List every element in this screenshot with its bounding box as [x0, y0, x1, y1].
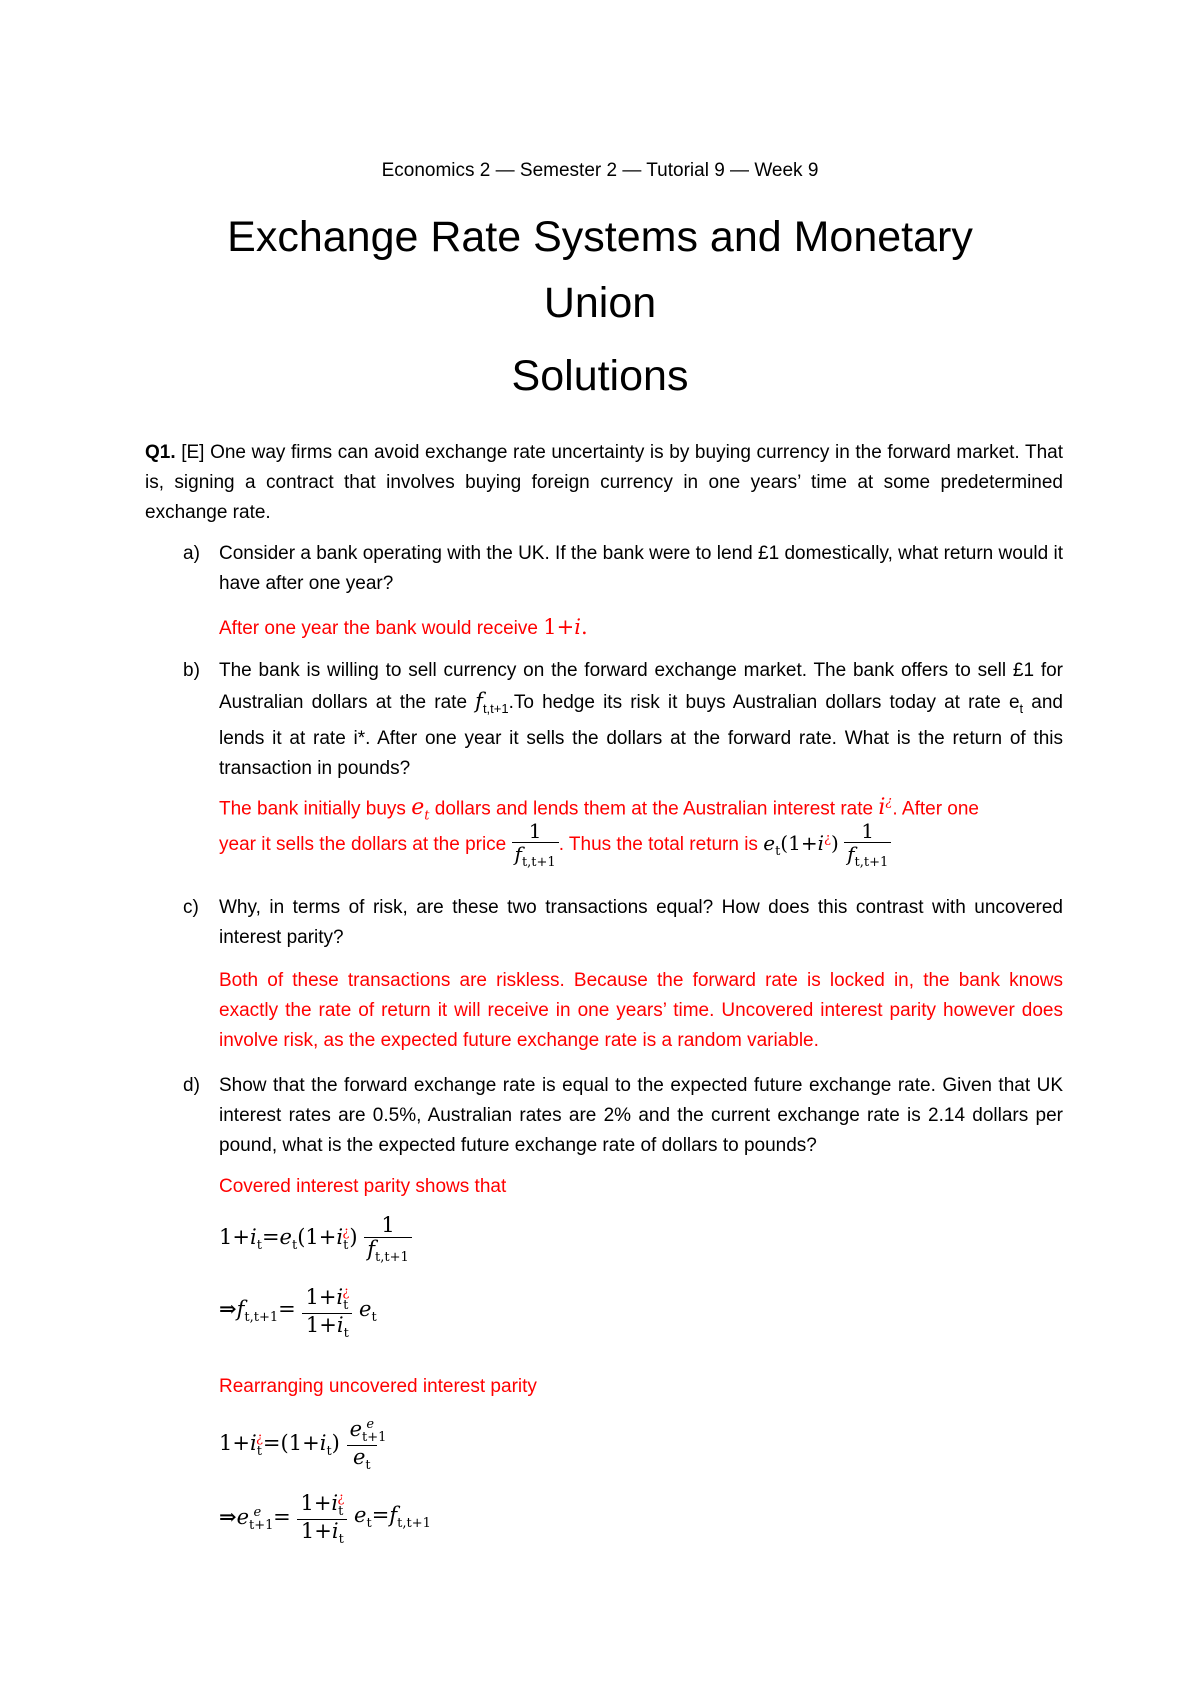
item-a-answer-text: After one year the bank would receive [219, 618, 538, 639]
document-subtitle: Solutions [511, 352, 689, 400]
title-line-2: Union [543, 279, 657, 327]
item-a-question: Consider a bank operating with the UK. If the bank were to lend £1 domestically, what return would it have after one year? [219, 543, 1063, 594]
question-1-intro [145, 438, 1063, 528]
var-e-t: $e_t$ [411, 795, 430, 824]
equation-cip: $1+i_t=e_t(1+i_t^¿)$ $\frac{1}{f_{t,t+1}}$ [219, 1214, 412, 1266]
item-d-question: Show that the forward exchange rate is equal to the expected future exchange rate. Given that UK interest rates are 0.5%, Australian rates are 2% and the current exchange rate is 2.14 dollars per pound, what is the expected future exchange rate of dollars to pounds? [219, 1075, 1063, 1156]
title-line-1: Exchange Rate Systems and Monetary [227, 213, 973, 261]
item-b-question: The bank is willing to sell currency on the forward exchange market. The bank offers to sell £1 for Australian dollars at the rate $f_{t,t+1}.To$ hedge its risk it buys Australian dollars today at rate $e_t$ and lends it at rate i*. After one year it sells the dollars at the forward rate. What is the return of this transaction in pounds? [219, 660, 1063, 779]
fraction-one-over-f: $\frac{1}{f_{t,t+1}}$ [512, 820, 559, 870]
equation-uip: $1+i_t^¿=(1+i_t)$ $\frac{e_{t+1}^e}{e_t}$ [219, 1417, 387, 1474]
item-b-answer-line-1: The bank initially buys $e_t$ dollars and lends them at the Australian interest rate i¿. After one [219, 795, 980, 824]
item-c-question: Why, in terms of risk, are these two transactions equal? How does this contrast with uncovered interest parity? [219, 897, 1063, 948]
item-a-label: a) [183, 543, 200, 564]
total-return-expression: $e_t(1+i^¿)$ [763, 831, 839, 860]
item-d-answer-cip-text: Covered interest parity shows that [219, 1176, 507, 1197]
equation-forward-rate: $\Rightarrow f_{t,t+1}=$ $\frac{1+i_t^¿}{1+i_t}$ $e_t$ [219, 1285, 377, 1342]
course-header: Economics 2 — Semester 2 — Tutorial 9 — Week 9 [381, 160, 819, 181]
item-b-answer-line-2: year it sells the dollars at the price $\frac{1}{f_{t,t+1}}$ . Thus the total return is $e_t(1+i^¿)$ $\frac{1}{f_{t,t+1}}$ [219, 820, 1063, 870]
item-c-answer: Both of these transactions are riskless. Because the forward rate is locked in, the bank knows exactly the rate of return it will receive in one years’ time. Uncovered interest parity however does involve risk, as the expected future exchange rate is a random variable. [219, 970, 1063, 1051]
document-title [100, 204, 1100, 336]
question-1-text: [E] One way firms can avoid exchange rate uncertainty is by buying currency in the forward market. That is, signing a contract that involves buying foreign currency in one years’ time at some predetermined exchange rate. [145, 442, 1063, 523]
fraction-one-over-f-2: $\frac{1}{f_{t,t+1}}$ [844, 820, 891, 870]
item-d-label: d) [183, 1075, 200, 1096]
equation-expected-rate: $\Rightarrow e_{t+1}^e$ = $\frac{1+i_t^¿}{1+i_t}$ $e_t=f_{t,t+1}$ [219, 1491, 431, 1548]
item-a-answer-math: 1+i. [543, 615, 588, 639]
item-c-label: c) [183, 897, 199, 918]
item-a-answer [219, 612, 1063, 644]
question-1-label: Q1. [145, 442, 176, 463]
var-i-star: i¿ [878, 795, 893, 821]
item-d-answer-uip-text: Rearranging uncovered interest parity [219, 1376, 537, 1397]
item-b-label: b) [183, 660, 200, 681]
